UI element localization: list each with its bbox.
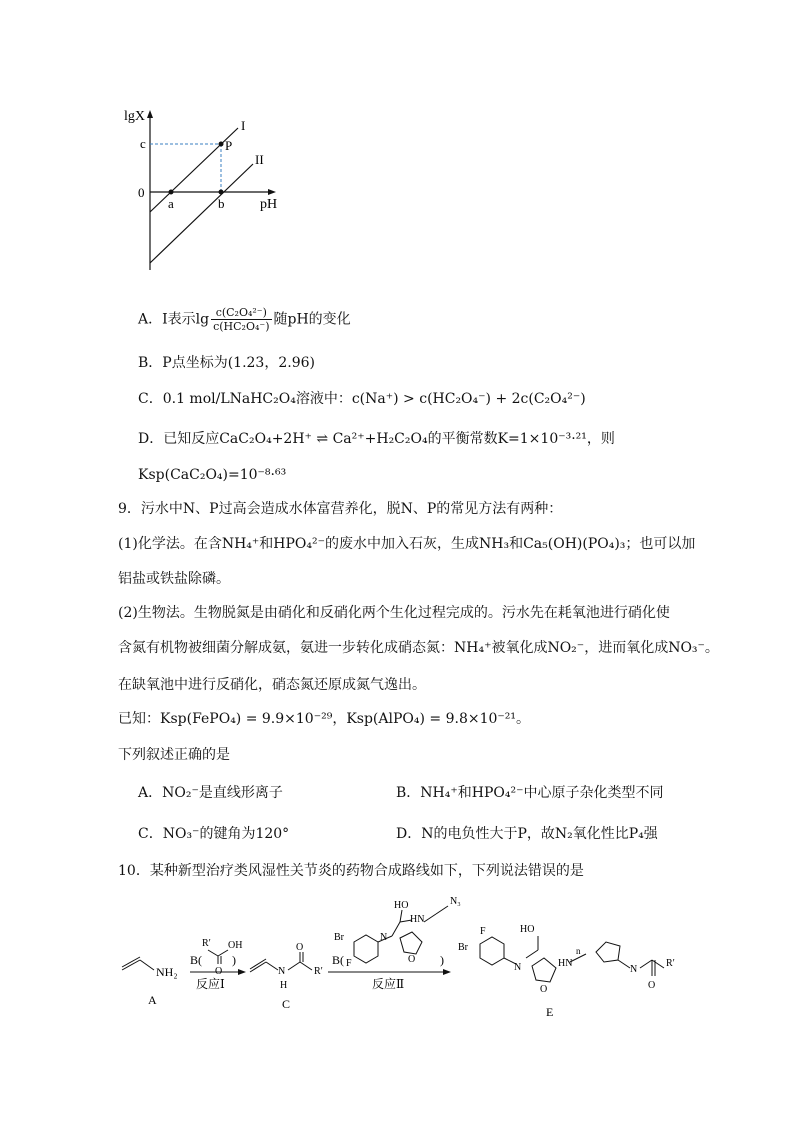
synthesis-route-scheme — [110, 892, 700, 1024]
acid-oh: OH — [228, 940, 243, 951]
fraction-denominator: c(HC₂O₄⁻) — [213, 320, 270, 333]
tick-label-c: c — [140, 136, 146, 151]
q9-option-d: D．N的电负性大于P，故N₂氧化性比P₄强 — [396, 826, 658, 842]
product-amide-n: N — [630, 964, 638, 975]
acid-r-prime: R′ — [202, 938, 211, 949]
q9-chem-method-line1: (1)化学法。在含NH₄⁺和HPO₄²⁻的废水中加入石灰，生成NH₃和Ca₅(OH)(PO₄)₃；也可以加 — [118, 536, 696, 552]
reagent-hn: HN — [410, 914, 425, 925]
product-hn: HN — [558, 958, 573, 969]
benzene-ring-reagent — [354, 935, 378, 963]
c-amide-h: H — [280, 980, 288, 991]
q9-bio-method-line2: 含氮有机物被细菌分解成氨，氨进一步转化成硝态氮：NH₄⁺被氧化成NO₂⁻，进而氧化成NO₃⁻。 — [118, 640, 719, 656]
product-nh: N — [514, 962, 522, 973]
q8-option-c: C．0.1 mol/LNaHC₂O₄溶液中：c(Na⁺) > c(HC₂O₄⁻) + 2c(C₂O₄²⁻) — [138, 391, 586, 407]
q8-option-d: D．已知反应CaC₂O₄+2H⁺ ⇌ Ca²⁺+H₂C₂O₄的平衡常数K=1×10⁻³·²¹，则 — [138, 431, 615, 447]
q8-option-a-prefix: A．Ⅰ表示lg — [138, 311, 210, 328]
point-a — [169, 190, 174, 195]
product-br: Br — [458, 942, 468, 953]
q8-option-d-continued: Ksp(CaC₂O₄)=10⁻⁸·⁶³ — [138, 467, 287, 483]
q8-option-a-fraction — [211, 306, 271, 333]
x-axis-label: pH — [260, 197, 278, 212]
reagent-b-close-2: ) — [440, 953, 444, 967]
point-label-b: b — [218, 196, 225, 211]
compound-label-e: E — [546, 1005, 554, 1019]
q9-stem: 9．污水中N、P过高会造成水体富营养化，脱N、P的常见方法有两种： — [118, 501, 563, 517]
point-label-a: a — [168, 196, 174, 211]
product-chain-n: n — [576, 946, 581, 956]
q9-option-b: B．NH₄⁺和HPO₄²⁻中心原子杂化类型不同 — [396, 785, 664, 801]
reaction-label-1: 反应Ⅰ — [196, 977, 225, 991]
x-axis-arrow — [268, 189, 276, 195]
reagent-n3: N₃ — [450, 896, 461, 907]
reagent-ho: HO — [394, 900, 409, 911]
furazan-ring-product — [532, 958, 556, 982]
q9-option-a: A．NO₂⁻是直线形离子 — [138, 785, 283, 801]
product-f: F — [480, 926, 486, 937]
furazan-ring-reagent — [400, 932, 422, 954]
q9-bio-method-line1: (2)生物法。生物脱氮是由硝化和反硝化两个生化过程完成的。污水先在耗氧池进行硝化使 — [118, 605, 670, 621]
reagent-b-open-2: B( — [332, 953, 344, 967]
product-furazan-o: O — [540, 984, 548, 995]
label-nh2: NH₂ — [156, 965, 178, 979]
line-ii — [150, 164, 253, 263]
reaction-label-2: 反应Ⅱ — [372, 977, 405, 991]
q9-question: 下列叙述正确的是 — [118, 747, 230, 763]
line-label-ii: II — [255, 152, 264, 167]
product-ho: HO — [520, 924, 535, 935]
point-label-p: P — [225, 138, 233, 153]
reagent-b-close-1: ) — [232, 953, 236, 967]
triazole-ring — [596, 942, 620, 962]
tick-label-zero: 0 — [138, 185, 145, 200]
point-p — [219, 142, 224, 147]
q9-chem-method-line2: 铝盐或铁盐除磷。 — [118, 571, 230, 587]
q9-bio-method-line3: 在缺氧池中进行反硝化，硝态氮还原成氮气逸出。 — [118, 677, 426, 693]
c-r-prime: R′ — [314, 966, 323, 977]
y-axis-arrow — [147, 110, 153, 118]
q9-known-values: 已知：Ksp(FePO₄) = 9.9×10⁻²⁹，Ksp(AlPO₄) = 9.8×10⁻²¹。 — [118, 711, 531, 727]
c-amide-n: N — [278, 966, 286, 977]
compound-label-c: C — [282, 997, 291, 1011]
reagent-br: Br — [334, 932, 344, 943]
c-carbonyl-o: O — [296, 942, 304, 953]
point-b — [219, 190, 224, 195]
product-r-prime: R′ — [666, 958, 675, 969]
lgx-ph-graph — [110, 100, 310, 280]
reagent-b-open-1: B( — [190, 953, 202, 967]
q10-stem: 10．某种新型治疗类风湿性关节炎的药物合成路线如下，下列说法错误的是 — [118, 863, 584, 879]
reagent-f: F — [346, 958, 352, 969]
fraction-numerator: c(C₂O₄²⁻) — [211, 306, 271, 320]
q8-option-a — [138, 306, 351, 333]
product-carbonyl-o: O — [648, 980, 656, 991]
q8-option-a-suffix: 随pH的变化 — [273, 311, 351, 328]
y-axis-label: lgX — [124, 109, 145, 124]
reagent-nh: N — [380, 932, 388, 943]
reagent-furazan-o: O — [408, 954, 416, 965]
benzene-ring-product — [480, 937, 504, 965]
q8-option-b: B．P点坐标为(1.23，2.96) — [138, 355, 315, 371]
line-label-i: I — [241, 118, 246, 133]
acid-o: O — [215, 966, 223, 977]
compound-label-a: A — [148, 993, 157, 1007]
q9-option-c: C．NO₃⁻的键角为120° — [138, 826, 290, 842]
